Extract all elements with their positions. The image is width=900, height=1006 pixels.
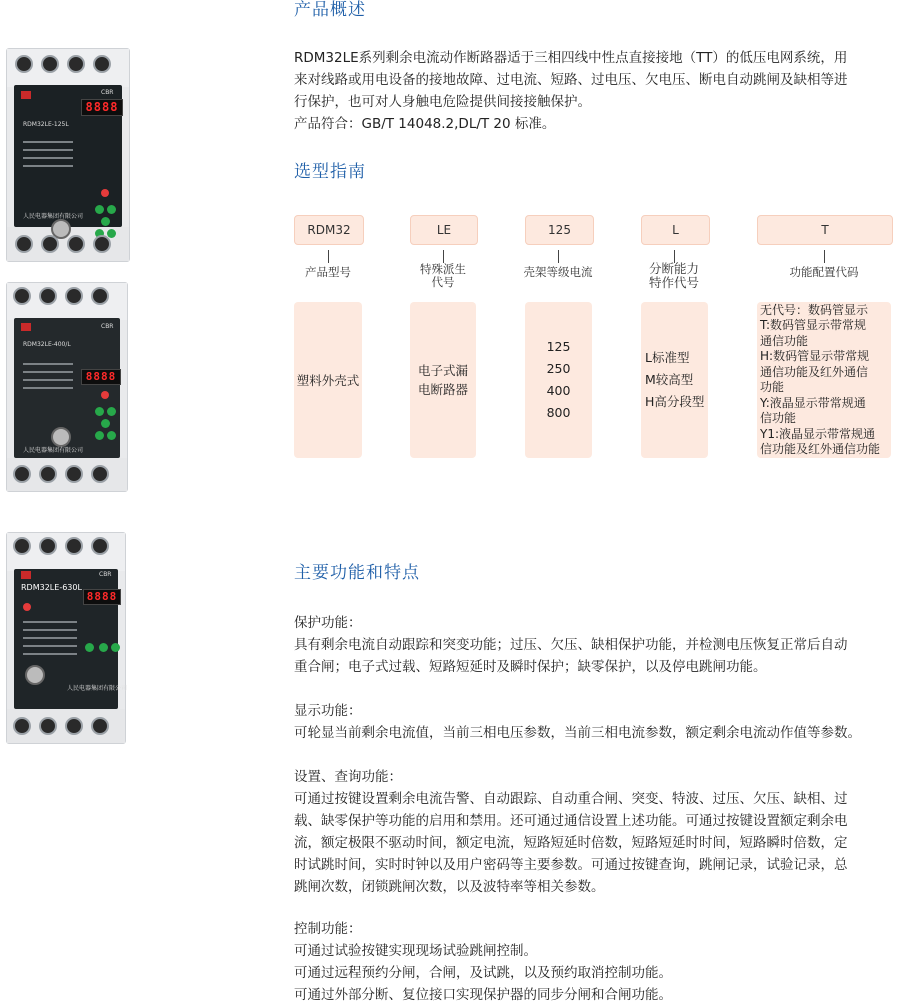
test-knob-icon [51, 427, 71, 447]
maker-label: 人民电器集团有限公司 [23, 447, 84, 454]
brand-label: CBR [101, 323, 114, 330]
features-title: 主要功能和特点 [294, 563, 420, 583]
detail-box-breaking: L标准型 M较高型 H高分段型 [641, 302, 708, 458]
detail-box-derivative: 电子式漏 电断路器 [410, 302, 476, 458]
feature-line: 可通过试验按键实现现场试验跳闸控制。 [294, 943, 537, 959]
feature-line: 跳闸次数，闭锁跳闸次数，以及波特率等相关参数。 [294, 879, 605, 895]
feature-line: 载、缺零保护等功能的启用和禁用。还可通过通信设置上述功能。可通过按键设置额定剩余电 [294, 813, 848, 829]
feature-heading: 控制功能： [294, 921, 362, 937]
code-box-function: T [757, 215, 893, 245]
feature-line: 可通过远程预约分闸，合闸，及试跳，以及预约取消控制功能。 [294, 965, 672, 981]
feature-line: 可轮显当前剩余电流值，当前三相电压参数，当前三相电流参数，额定剩余电流动作值等参数。 [294, 725, 861, 741]
code-label-frame-current: 壳架等级电流 [523, 265, 593, 279]
code-box-derivative: LE [410, 215, 478, 245]
feature-group-control [294, 918, 672, 1006]
maker-label: 人民电器集团有限公司 [23, 213, 84, 220]
led-display: 8888 [83, 589, 121, 605]
overview-line: 来对线路或用电设备的接地故障、过电流、短路、过电压、欠电压、断电自动跳闸及缺相等进 [294, 72, 848, 88]
code-box-model: RDM32 [294, 215, 364, 245]
overview-line: 产品符合：GB/T 14048.2,DL/T 20 标准。 [294, 116, 556, 132]
code-box-frame-current: 125 [525, 215, 594, 245]
model-label: RDM32LE-400/L [23, 341, 71, 348]
code-label-function: 功能配置代码 [789, 265, 859, 279]
product-image-2 [6, 282, 128, 492]
detail-box-model: 塑料外壳式 [294, 302, 362, 458]
detail-box-frame-current: 125 250 400 800 [525, 302, 592, 458]
led-display: 8888 [81, 369, 121, 385]
feature-line: 可通过外部分断、复位接口实现保护器的同步分闸和合闸功能。 [294, 987, 672, 1003]
code-label-derivative: 特殊派生 代号 [420, 262, 466, 289]
guide-title: 选型指南 [294, 162, 366, 182]
brand-label: CBR [99, 571, 112, 578]
feature-line: 流，额定极限不驱动时间，额定电流，短路短延时倍数，短路短延时时间，短路瞬时倍数，定 [294, 835, 848, 851]
feature-line: 时试跳时间，实时时钟以及用户密码等主要参数。可通过按键查询，跳闸记录，试验记录，总 [294, 857, 848, 873]
connector [824, 250, 825, 263]
overview-line: 行保护，也可对人身触电危险提供间接接触保护。 [294, 94, 591, 110]
feature-group-settings [294, 766, 848, 898]
feature-group-display [294, 700, 861, 744]
overview-title: 产品概述 [294, 0, 366, 20]
code-box-breaking: L [641, 215, 710, 245]
connector [558, 250, 559, 263]
feature-heading: 显示功能： [294, 703, 362, 719]
maker-label: 人民电器集团有限公司 [67, 685, 128, 692]
product-image-3 [6, 532, 126, 744]
overview-line: RDM32LE系列剩余电流动作断路器适于三相四线中性点直接接地（TT）的低压电网系统，用 [294, 50, 848, 66]
connector [328, 250, 329, 263]
brand-logo-icon [21, 323, 31, 331]
overview-text [294, 47, 848, 135]
feature-heading: 保护功能： [294, 615, 362, 631]
feature-line: 重合闸；电子式过载、短路短延时及瞬时保护；缺零保护，以及停电跳闸功能。 [294, 659, 767, 675]
code-label-breaking: 分断能力 特作代号 [648, 261, 699, 290]
detail-box-function: 无代号：数码管显示 T:数码管显示带常规 通信功能 H:数码管显示带常规 通信功能及红外通信 功能 Y:液晶显示带常规通 信功能 Y1:液晶显示带常规通 信功能及红外通信功能 [757, 302, 891, 458]
brand-logo-icon [21, 571, 31, 579]
led-display: 8888 [81, 99, 123, 116]
product-image-1 [6, 48, 130, 262]
feature-line: 具有剩余电流自动跟踪和突变功能；过压、欠压、缺相保护功能，并检测电压恢复正常后自动 [294, 637, 848, 653]
model-label: RDM32LE-125L [23, 121, 69, 128]
brand-logo-icon [21, 91, 31, 99]
feature-heading: 设置、查询功能： [294, 769, 402, 785]
code-label-model: 产品型号 [305, 265, 351, 279]
model-label: RDM32LE-630L [21, 583, 82, 592]
brand-label: CBR [101, 89, 114, 96]
test-knob-icon [25, 665, 45, 685]
feature-group-protection [294, 612, 848, 678]
feature-line: 可通过按键设置剩余电流告警、自动跟踪、自动重合闸、突变、特波、过压、欠压、缺相、过 [294, 791, 848, 807]
